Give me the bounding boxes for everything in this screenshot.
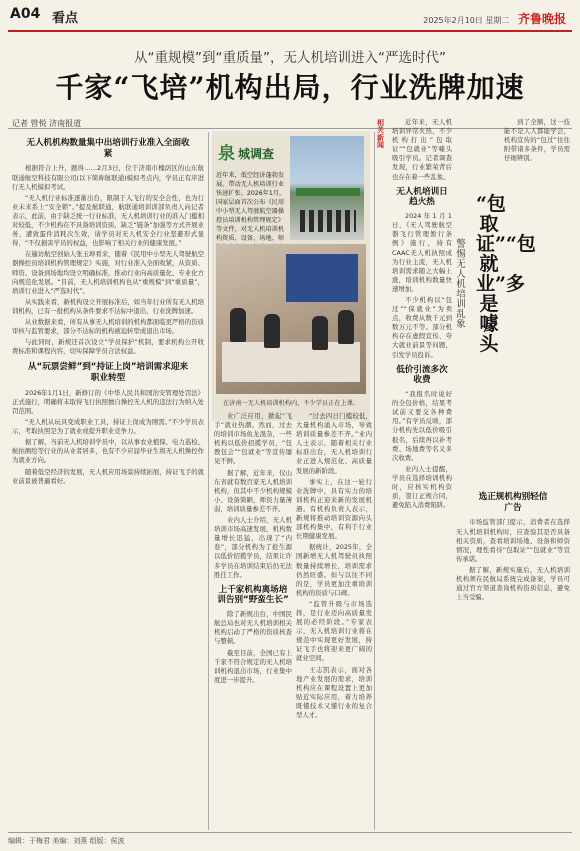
article-column-5-lower xyxy=(456,480,570,830)
paragraph: 据了解，当前无人机培训学员中，以从事农业植保、电力巡检、航拍测绘等行业的从业者居多，也有不少应届毕业生将无人机操控作为就业方向。 xyxy=(12,438,204,465)
logo-mark: 泉 xyxy=(218,144,235,164)
paragraph: 在遍访航空创始人张玉坤看来，随着《民用中小型无人驾驶航空器操控员培训机构管理规定》实施，对行业准入全面收紧，从资质、师资、设备到场地均设立明确标准，推动行业向高质量化、专业化方向规范化发展。“目前，无人机培训机构也从“重规模”到“重质量”，培训行业进入“严选时代”。 xyxy=(12,250,204,295)
footer-divider xyxy=(8,832,572,833)
paragraph: 与此同时，新规还首次设立“学员保护”机制，要求机构公开收费标准和课程内容，切实保障学员合法权益。 xyxy=(12,338,204,356)
photo-banner xyxy=(296,188,360,196)
paragraph: 2026年1月1日，新修订的《中华人民共和国治安管理处罚法》正式施行，明确将未取得飞行执照擅自操控无人机的违法行为纳入处罚范围。 xyxy=(12,388,204,415)
paragraph: 不少机构以“包过”“保就业”为卖点，收费从数千元到数万元不等。部分机构存在虚假宣传、夸大就业前景等问题，引发学员投诉。 xyxy=(392,295,452,359)
photo-people xyxy=(300,210,356,232)
paragraph: 从业数据来看，所有从事无人机培训的机构都面临更严格的资质审核与监管要求，部分不达标的机构被迫转型或退出市场。 xyxy=(12,317,204,336)
issue-date: 2025年2月10日 星期二 xyxy=(423,16,510,25)
paragraph: 事实上，在这一轮行业洗牌中，具有实力的培训机构正迎来新的发展机遇。有机构负责人表示，新规将推动培训资源向头部机构集中，有利于行业长期健康发展。 xyxy=(296,477,372,541)
paragraph: 据统计，2025年，全国新增无人机驾驶员执照数量持续增长，培训需求仍然旺盛。但与以往不同的是，学员更加注重培训机构的资质与口碑。 xyxy=(296,543,372,597)
article-column-4 xyxy=(392,118,452,830)
photo-desk xyxy=(222,342,360,382)
photo-figure xyxy=(230,308,246,342)
paragraph: “我报名时说好的全包价格，结果考试前又要交各种费用。”有学员反映，部分机构先以低价吸引报名，后续再以补考费、场地费等名义多次收费。 xyxy=(392,390,452,462)
paragraph: 随着低空经济的发展，无人机应用场景持续拓展，持证飞手的就业前景被普遍看好。 xyxy=(12,467,204,485)
column-logo xyxy=(218,135,288,171)
paragraph: 据了解，新规实施后，无人机培训机构须在民航局系统完成备案，学员可通过官方渠道查询机构资质信息，避免上当受骗。 xyxy=(456,565,570,602)
paragraph: 截至目前，全国已有上千家不符合规定的无人机培训机构退出市场，行业集中度进一步提升。 xyxy=(214,648,292,684)
vertical-headline: “包取证”“包就业”多是噱头 xyxy=(476,193,536,355)
paragraph: 王志凯表示，面对各地产业发展的需求，培训机构应在课程设置上更加贴近实际应用，着力培养既懂技术又懂行业的复合型人才。 xyxy=(296,665,372,719)
paragraph: 到了全额，这一技能不是人人都能学会，机构宣传的“包过”往往附带诸多条件，学员需仔细辨别。 xyxy=(504,118,570,163)
article-column-2 xyxy=(214,412,292,830)
paragraph: “无人机行业标准逐渐出台，限制于入飞行的安全会性，也为行业未来系上“安全锁”。”提及航联通，航联通培训训部负责人向记者表示，此前，由于缺乏统一行业标准，无人机培训行业的准入门槛相对较低，不少机构在不具备培训资质、缺乏“链条”加强等方式开展业务，遭致蛋件消耗次生效，请学员对无人机安全行业坚避形式显得，“不仅损害学员的权益，也影响了相关行业的健康发展。” xyxy=(12,193,204,248)
section-subhead: 无人机培训日趋火热 xyxy=(396,186,448,208)
classroom-photo xyxy=(216,244,366,394)
paragraph: “过去四日门槛较低，大量机构涌入市场，导致培训质量参差不齐。”业内人士表示，随着相关行业标准出台，无人机培训行业正进入规范化、高质量发展的新阶段。 xyxy=(296,412,372,475)
paragraph: 2024年1月1日，《无人驾驶航空器飞行管理暂行条例》施行，持有CAAC无人机执照成为行业主流，无人机培训需求随之大幅上涨，培训机构数量快速增加。 xyxy=(392,212,452,293)
paragraph: “无人机从玩具变成职业工具，持证上岗成为刚需。”不少学员表示，考取执照是为了就业或提升职业竞争力。 xyxy=(12,418,204,436)
column-divider xyxy=(374,132,375,830)
photo-caption: 在济南一无人机培训机构内，不少学员正在上课。 xyxy=(222,400,360,407)
header-right xyxy=(423,10,566,27)
article-column-3 xyxy=(296,412,372,830)
column-divider xyxy=(208,132,209,830)
article-summary: 近年来，低空经济蓬勃发展，带动无人机培训行业快速扩张。2026年1月，国家层面首次公布《民用中小型无人驾驶航空器操控员培训机构管理规定》等文件，对无人机培训机构资质、设备、场地、师 xyxy=(216,172,286,242)
section-subhead: 选正规机构别轻信广告 xyxy=(478,492,548,513)
logo-text: 城调查 xyxy=(238,147,275,161)
vertical-subheadline: 警惕无人机培训乱象 xyxy=(456,239,466,330)
related-news-label: 相关新闻 xyxy=(377,119,384,150)
section-subhead: 低价引流多次收费 xyxy=(396,364,448,386)
editor-credits: 编辑：于梅君 美编：刘燕 组版：侯波 xyxy=(8,837,125,845)
paragraph: “监管升级与市场选择，是行业迈向高质量发展的必经阶段。”专家表示，无人机培训行业将在规范中实现更好发展，持证飞手也将迎来更广阔的就业空间。 xyxy=(296,599,372,663)
photo-figure xyxy=(312,316,328,350)
outdoor-training-photo xyxy=(290,136,364,240)
paragraph: 根据符合上升，题得……2月3日，位于济南市槐荫区的山东航联通航空科技有限公司(以下简称航联通)模拟考点内，学员正有序进行无人机模拟考试。 xyxy=(12,164,204,191)
section-name: 看点 xyxy=(52,11,79,26)
page-number: A04 xyxy=(10,6,41,22)
paragraph: 业内人士提醒，学员在选择培训机构时，应核实机构资质，签订正规合同，避免陷入消费陷阱。 xyxy=(392,464,452,510)
paragraph: 业内人士介绍，无人机培训市场高速发展，机构数量增长迅猛，出现了“内卷”，部分机构为了抢生源以低价招揽学员，结果让许多学员在培训结束后仍无法胜任工作。 xyxy=(214,516,292,579)
paragraph: 市场监管部门提示，消费者在选择无人机培训机构时，应查验其是否具备相关资质，查看培训场地、设备和师资情况，理性看待“包取证”“包就业”等宣传承诺。 xyxy=(456,518,570,563)
newspaper-brand: 齐鲁晚报 xyxy=(517,12,566,26)
photo-figure xyxy=(338,310,354,344)
paragraph: 近年来，无人机培训异常火热，不少机构打出“包取证”“包就业”等噱头吸引学员。记者调查发现，行业繁荣背后也存在着一些乱象。 xyxy=(392,118,452,181)
section-subhead: 无人机机构数量集中出培训行业准入全面收紧 xyxy=(26,138,190,159)
paragraph: 据了解，近年来，仅山东省就有数百家无人机培训机构，但其中不少机构规模小、设备简陋，师资力量薄弱，培训质量参差不齐。 xyxy=(214,468,292,513)
headline-divider xyxy=(8,128,572,129)
paragraph: 从实践来看，新机构设立开展标准后，如当年行业所有无人机培训机构，已有一批机构从条件要求不达标中退出，行业洗牌加速。 xyxy=(12,297,204,315)
section-subhead: 上千家机构离场培训告别“野蛮生长” xyxy=(217,584,289,606)
paragraph: 业广泛应用，掀起“飞手”就业热潮。然而，过去的培训市场鱼龙混杂，一些机构以低价招揽学员，“包教包会”“包就业”等宣传屡见不鲜。 xyxy=(214,412,292,466)
photo-screen xyxy=(286,254,358,302)
byline: 记者 管悦 济南报道 xyxy=(12,119,82,128)
photo-figure xyxy=(264,314,280,348)
section-subhead: 从“玩票尝鲜”到“持证上岗”培训需求迎来职业转型 xyxy=(27,362,189,384)
paragraph: 除了新规出台，中国民航总局也对无人机培训相关机构启动了严格的资质核查与整顿。 xyxy=(214,610,292,646)
article-column-1 xyxy=(12,134,204,830)
kicker-headline: 从“重规模”到“重质量”，无人机培训进入“严选时代” xyxy=(134,50,446,66)
main-headline: 千家“飞培”机构出局，行业洗牌加速 xyxy=(55,71,525,104)
